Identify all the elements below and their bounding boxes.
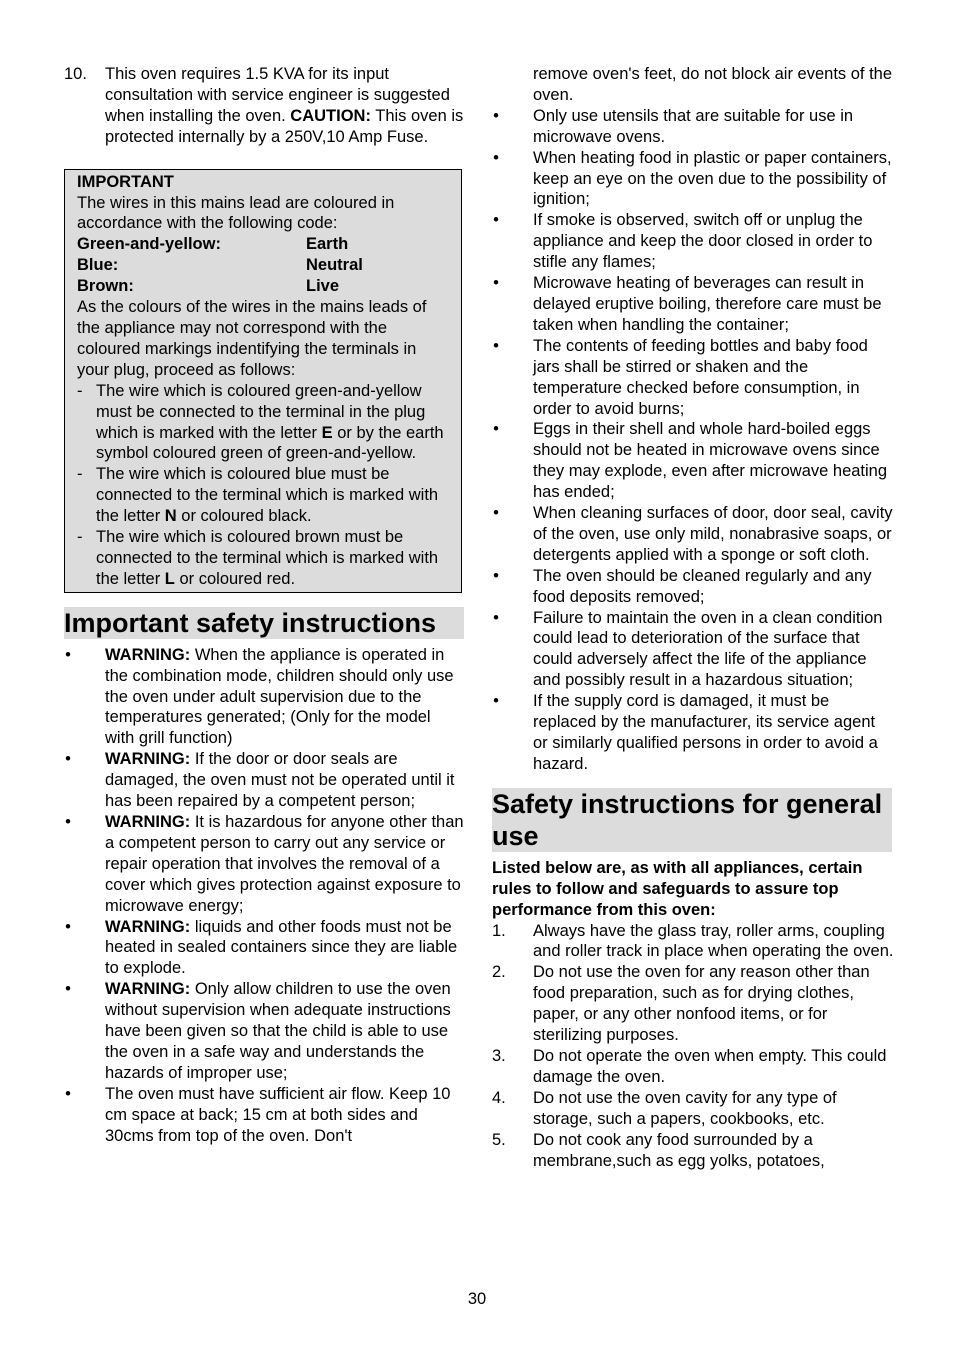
bullet-marker: • — [65, 917, 71, 936]
list-item-text: The contents of feeding bottles and baby food jars shall be stirred or shaken and the temperature checked before consumption, in order to avoid burns; — [533, 336, 868, 418]
list-item-text: If the supply cord is damaged, it must be replaced by the manufacturer, its service agent or similarly qualified persons in order to avoid a hazard. — [533, 692, 878, 773]
bullet-marker: • — [493, 148, 499, 167]
numbered-item — [492, 921, 894, 963]
numbered-item — [492, 1046, 894, 1088]
warning-text: Only allow children to use the oven without supervision when adequate instructions have been given so that the child is able to use the oven in a safe way and understands the hazards of improper use; — [105, 980, 451, 1082]
bullet-marker: • — [493, 211, 499, 230]
right-column — [492, 64, 894, 1171]
warning-text: The oven must have sufficient air flow. Keep 10 cm space at back; 15 cm at both sides and 30cms from top of the oven. Don't — [105, 1084, 451, 1145]
item-text: Do not cook any food surrounded by a membrane,such as egg yolks, potatoes, — [533, 1130, 825, 1170]
bullet-marker: • — [493, 106, 499, 125]
numbered-item-10 — [64, 64, 464, 148]
wire-color: Green-and-yellow: — [77, 235, 221, 254]
item-text: Do not use the oven cavity for any type of storage, such a papers, cookbooks, etc. — [533, 1088, 837, 1128]
bullet-marker: • — [493, 274, 499, 293]
warning-label: WARNING: — [105, 917, 191, 936]
list-item — [492, 106, 894, 148]
list-item-text: Microwave heating of beverages can result in delayed eruptive boiling, therefore care must be taken when handling the container; — [533, 274, 882, 334]
wire-color: Brown: — [77, 277, 134, 296]
safety-list — [492, 106, 894, 775]
warning-label: WARNING: — [105, 750, 191, 769]
rules-list — [492, 921, 894, 1172]
step-text: or coloured black. — [176, 507, 312, 526]
item-number: 3. — [492, 1046, 506, 1065]
wire-code-row — [77, 234, 449, 255]
warning-text: It is hazardous for anyone other than a competent person to carry out any service or repair operation that involves the removal of a cover which gives protection against exposure to microwave energy; — [105, 813, 464, 915]
caution-text: This oven is protected internally by a 250V,10 Amp Fuse. — [105, 106, 464, 146]
bullet-marker: • — [65, 980, 71, 999]
list-item — [492, 210, 894, 273]
numbered-item — [492, 1130, 894, 1172]
list-item-text: Only use utensils that are suitable for use in microwave ovens. — [533, 106, 854, 146]
numbered-item — [492, 962, 894, 1046]
step-text: or coloured red. — [174, 569, 296, 588]
item-number: 10. — [64, 65, 87, 83]
item-number: 1. — [492, 921, 506, 940]
numbered-item — [492, 1088, 894, 1130]
step-text: The wire which is coloured green-and-yellow must be connected to the terminal in the plug which is marked with the letter — [96, 381, 426, 442]
terminal-letter: E — [321, 423, 333, 442]
step-text: The wire which is coloured blue must be connected to the terminal which is marked with the letter — [96, 465, 439, 526]
section-title-general-use: Safety instructions for general use — [492, 788, 892, 852]
item-text: Do not use the oven for any reason other than food preparation, such as for drying clothes, paper, or any other nonfood items, or for sterilizing purposes. — [533, 963, 870, 1045]
wire-code-row — [77, 276, 449, 297]
wire-meaning: Neutral — [306, 256, 363, 275]
list-item-text: When cleaning surfaces of door, door seal, cavity of the oven, use only mild, nonabrasive soaps, or detergents applied with a sponge or soft cloth. — [533, 504, 893, 564]
warning-text: When the appliance is operated in the combination mode, children should only use the oven under adult supervision due to the temperatures generated; (Only for the model with grill function) — [105, 645, 454, 748]
list-item — [64, 812, 464, 917]
list-item — [492, 336, 894, 420]
step-text: The wire which is coloured brown must be connected to the terminal which is marked with the letter — [96, 528, 439, 588]
important-heading: IMPORTANT — [77, 172, 174, 191]
warning-list — [64, 645, 464, 1147]
warning-label: WARNING: — [105, 980, 191, 999]
section-title-important-safety: Important safety instructions — [64, 607, 464, 639]
bullet-marker: • — [65, 750, 71, 769]
list-item — [492, 503, 894, 566]
list-item — [492, 691, 894, 775]
list-item-text: The oven should be cleaned regularly and any food deposits removed; — [533, 566, 872, 606]
important-paragraph: As the colours of the wires in the mains leads of the appliance may not correspond with the coloured markings indentifying the terminals in your plug, proceed as follows: — [77, 298, 427, 379]
bullet-marker: • — [493, 608, 499, 627]
item-text: Always have the glass tray, roller arms, coupling and roller track in place when operating the oven. — [533, 921, 894, 961]
warning-label: WARNING: — [105, 645, 191, 664]
continuation-body: remove oven's feet, do not block air events of the oven. — [533, 65, 893, 104]
continuation-text — [492, 64, 894, 106]
wire-code-row — [77, 255, 449, 276]
list-item — [64, 645, 464, 750]
list-item — [492, 608, 894, 692]
item-number: 4. — [492, 1088, 506, 1107]
wire-color: Blue: — [77, 256, 119, 275]
list-item-text: Eggs in their shell and whole hard-boiled eggs should not be heated in microwave ovens since they may explode, even after microwave heating has ended; — [533, 420, 888, 502]
bullet-marker: • — [65, 1084, 71, 1103]
caution-label: CAUTION: — [290, 106, 371, 125]
warning-text: liquids and other foods must not be heated in sealed containers since they are liable to explode. — [105, 917, 458, 978]
list-item-text: Failure to maintain the oven in a clean condition could lead to deterioration of the surface that could adversely affect the life of the appliance and possibly result in a hazardous situation; — [533, 608, 883, 690]
list-item — [64, 1084, 464, 1147]
dash-marker: - — [77, 528, 83, 547]
bullet-marker: • — [493, 692, 499, 711]
list-item-text: If smoke is observed, switch off or unplug the appliance and keep the door closed in order to stifle any flames; — [533, 211, 873, 272]
left-column — [64, 64, 464, 1147]
list-item — [492, 148, 894, 211]
terminal-letter: N — [164, 507, 177, 526]
dash-marker: - — [77, 381, 83, 400]
wiring-step — [77, 381, 449, 465]
list-item-text: When heating food in plastic or paper containers, keep an eye on the oven due to the possibility of ignition; — [533, 148, 892, 209]
dash-marker: - — [77, 465, 83, 484]
bullet-marker: • — [65, 813, 71, 831]
important-intro: The wires in this mains lead are coloured in accordance with the following code: — [77, 193, 395, 233]
item-number: 5. — [492, 1130, 506, 1149]
list-item — [492, 566, 894, 608]
item-text: Do not operate the oven when empty. This could damage the oven. — [533, 1046, 887, 1086]
list-item — [64, 979, 464, 1084]
wiring-step — [77, 464, 449, 527]
important-box — [64, 169, 462, 593]
list-item — [492, 419, 894, 503]
bullet-marker: • — [65, 645, 71, 664]
bullet-marker: • — [493, 504, 499, 523]
wire-meaning: Live — [306, 277, 340, 296]
item-text: This oven requires 1.5 KVA for its input consultation with service engineer is suggested when installing the oven. — [105, 65, 450, 125]
general-use-intro: Listed below are, as with all appliances, certain rules to follow and safeguards to assure top performance from this oven: — [492, 858, 863, 919]
item-number: 2. — [492, 963, 506, 982]
warning-label: WARNING: — [105, 813, 191, 831]
list-item — [492, 273, 894, 336]
wiring-step — [77, 527, 449, 590]
page-number: 30 — [467, 1290, 487, 1308]
step-text: or by the earth symbol coloured green of green-and-yellow. — [96, 423, 444, 463]
list-item — [64, 917, 464, 980]
warning-text: If the door or door seals are damaged, the oven must not be operated until it has been repaired by a competent person; — [105, 750, 455, 811]
bullet-marker: • — [493, 566, 499, 585]
bullet-marker: • — [493, 420, 499, 439]
bullet-marker: • — [493, 336, 499, 355]
list-item — [64, 749, 464, 812]
terminal-letter: L — [164, 569, 175, 588]
wire-meaning: Earth — [306, 235, 349, 254]
